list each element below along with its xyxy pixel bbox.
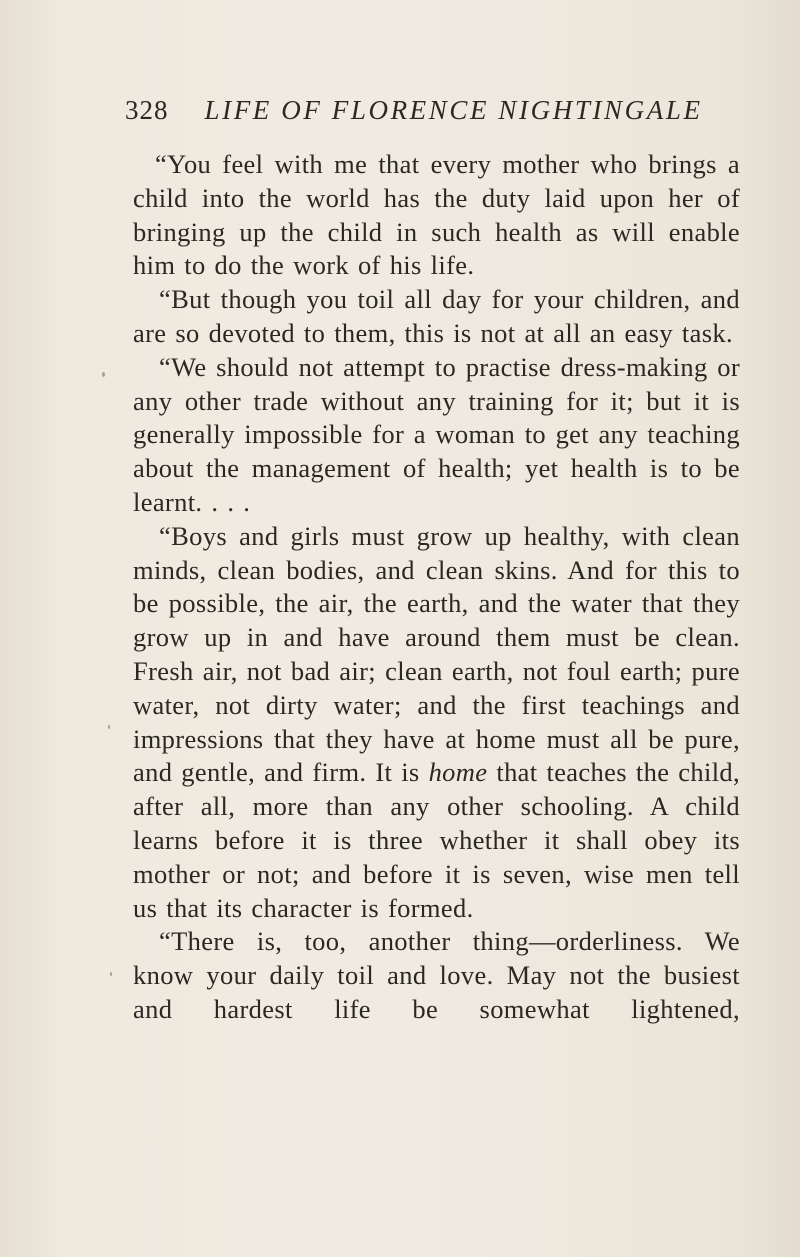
body-text [133,148,740,1027]
page-number: 328 [125,95,169,125]
paper-speck [110,972,112,976]
paragraph-boys-and-girls [133,520,740,926]
paragraph-health-training: “We should not attempt to practise dress-making or any other trade without any training for it; but it is generally impossible for a woman to get any teaching about the management of health; yet health is to be learnt. . . . [133,351,740,517]
page-header [125,95,745,135]
paragraph-text-before-emphasis: “Boys and girls must grow up healthy, with clean minds, clean bodies, and clean skins. And for this to be possible, the air, the earth, and the water that they grow up in and have around them must be clean. Fresh air, not bad air; clean earth, not foul earth; pure water, not dirty water; and the first teachings and impressions that they have at home must all be pure, and gentle, and firm. It is [133,520,740,788]
emphasized-word: home [428,757,488,788]
paragraph-devoted-children: “But though you toil all day for your children, and are so devoted to them, this is not at all an easy task. [133,284,740,348]
paper-speck [108,725,110,729]
paper-speck [102,372,105,377]
running-head: LIFE OF FLORENCE NIGHTINGALE [204,95,703,125]
paragraph-text-after-emphasis: that teaches the child, after all, more than any other schooling. A child learns before it is three whether it shall obey its mother or not; and before it is seven, wise men tell us that its character is formed. [133,757,740,923]
paragraph-orderliness: “There is, too, another thing—orderliness. We know your daily toil and love. May not the busiest and hardest life be somewhat lightened, [133,926,740,1024]
paragraph-mother-duty: “You feel with me that every mother who brings a child into the world has the duty laid upon her of bringing up the child in such health as will enable him to do the work of his life. [133,149,740,281]
